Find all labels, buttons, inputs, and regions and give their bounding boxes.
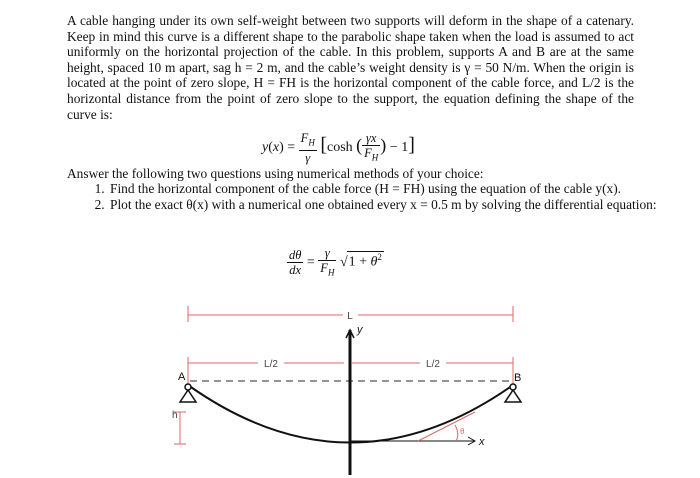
question-1: 1. Find the horizontal component of the cable force (H = FH) using the equation of the cable y(x). [108, 181, 664, 197]
label-b: B [514, 372, 522, 384]
support-a-icon [180, 390, 196, 402]
support-b-icon [505, 390, 521, 402]
label-theta: θ [460, 427, 465, 436]
label-h: h [172, 410, 178, 421]
tangent-line [418, 412, 475, 441]
answer-prompt: Answer the following two questions using numerical methods of your choice: [67, 166, 484, 181]
label-l2-right: L/2 [426, 359, 440, 370]
label-y: y [357, 324, 363, 336]
label-l: L [347, 311, 353, 322]
label-a: A [178, 371, 186, 383]
question-2: 2. Plot the exact θ(x) with a numerical one obtained every x = 0.5 m by solving the differential equation: [108, 197, 664, 213]
problem-intro: A cable hanging under its own self-weight between two supports will deform in the shape of a catenary. Keep in mind this curve is a different shape to the parabolic shape taken when the load is assumed to act uniformly on the horizontal projection of the cable. In this problem, supports A and B are at the same height, spaced 10 m apart, sag h = 2 m, and the cable’s weight density is γ = 50 N/m. When the origin is located at the point of zero slope, H = FH is the horizontal component of the cable force, and L/2 is the horizontal distance from the point of zero slope to the support, the equation defining the shape of the curve is: [67, 13, 634, 122]
label-x: x [479, 436, 485, 448]
differential-equation: $\frac{d\theta}{dx}$ = $\frac{\gamma}{F_H}$ $√1 + \theta^2$ [289, 246, 382, 278]
catenary-equation: y(x) = $\frac{F_H}{\gamma}$ [cosh ( $\frac{\gamma x}{F_H}$ ) − 1] [262, 131, 415, 165]
label-l2-left: L/2 [264, 359, 278, 370]
